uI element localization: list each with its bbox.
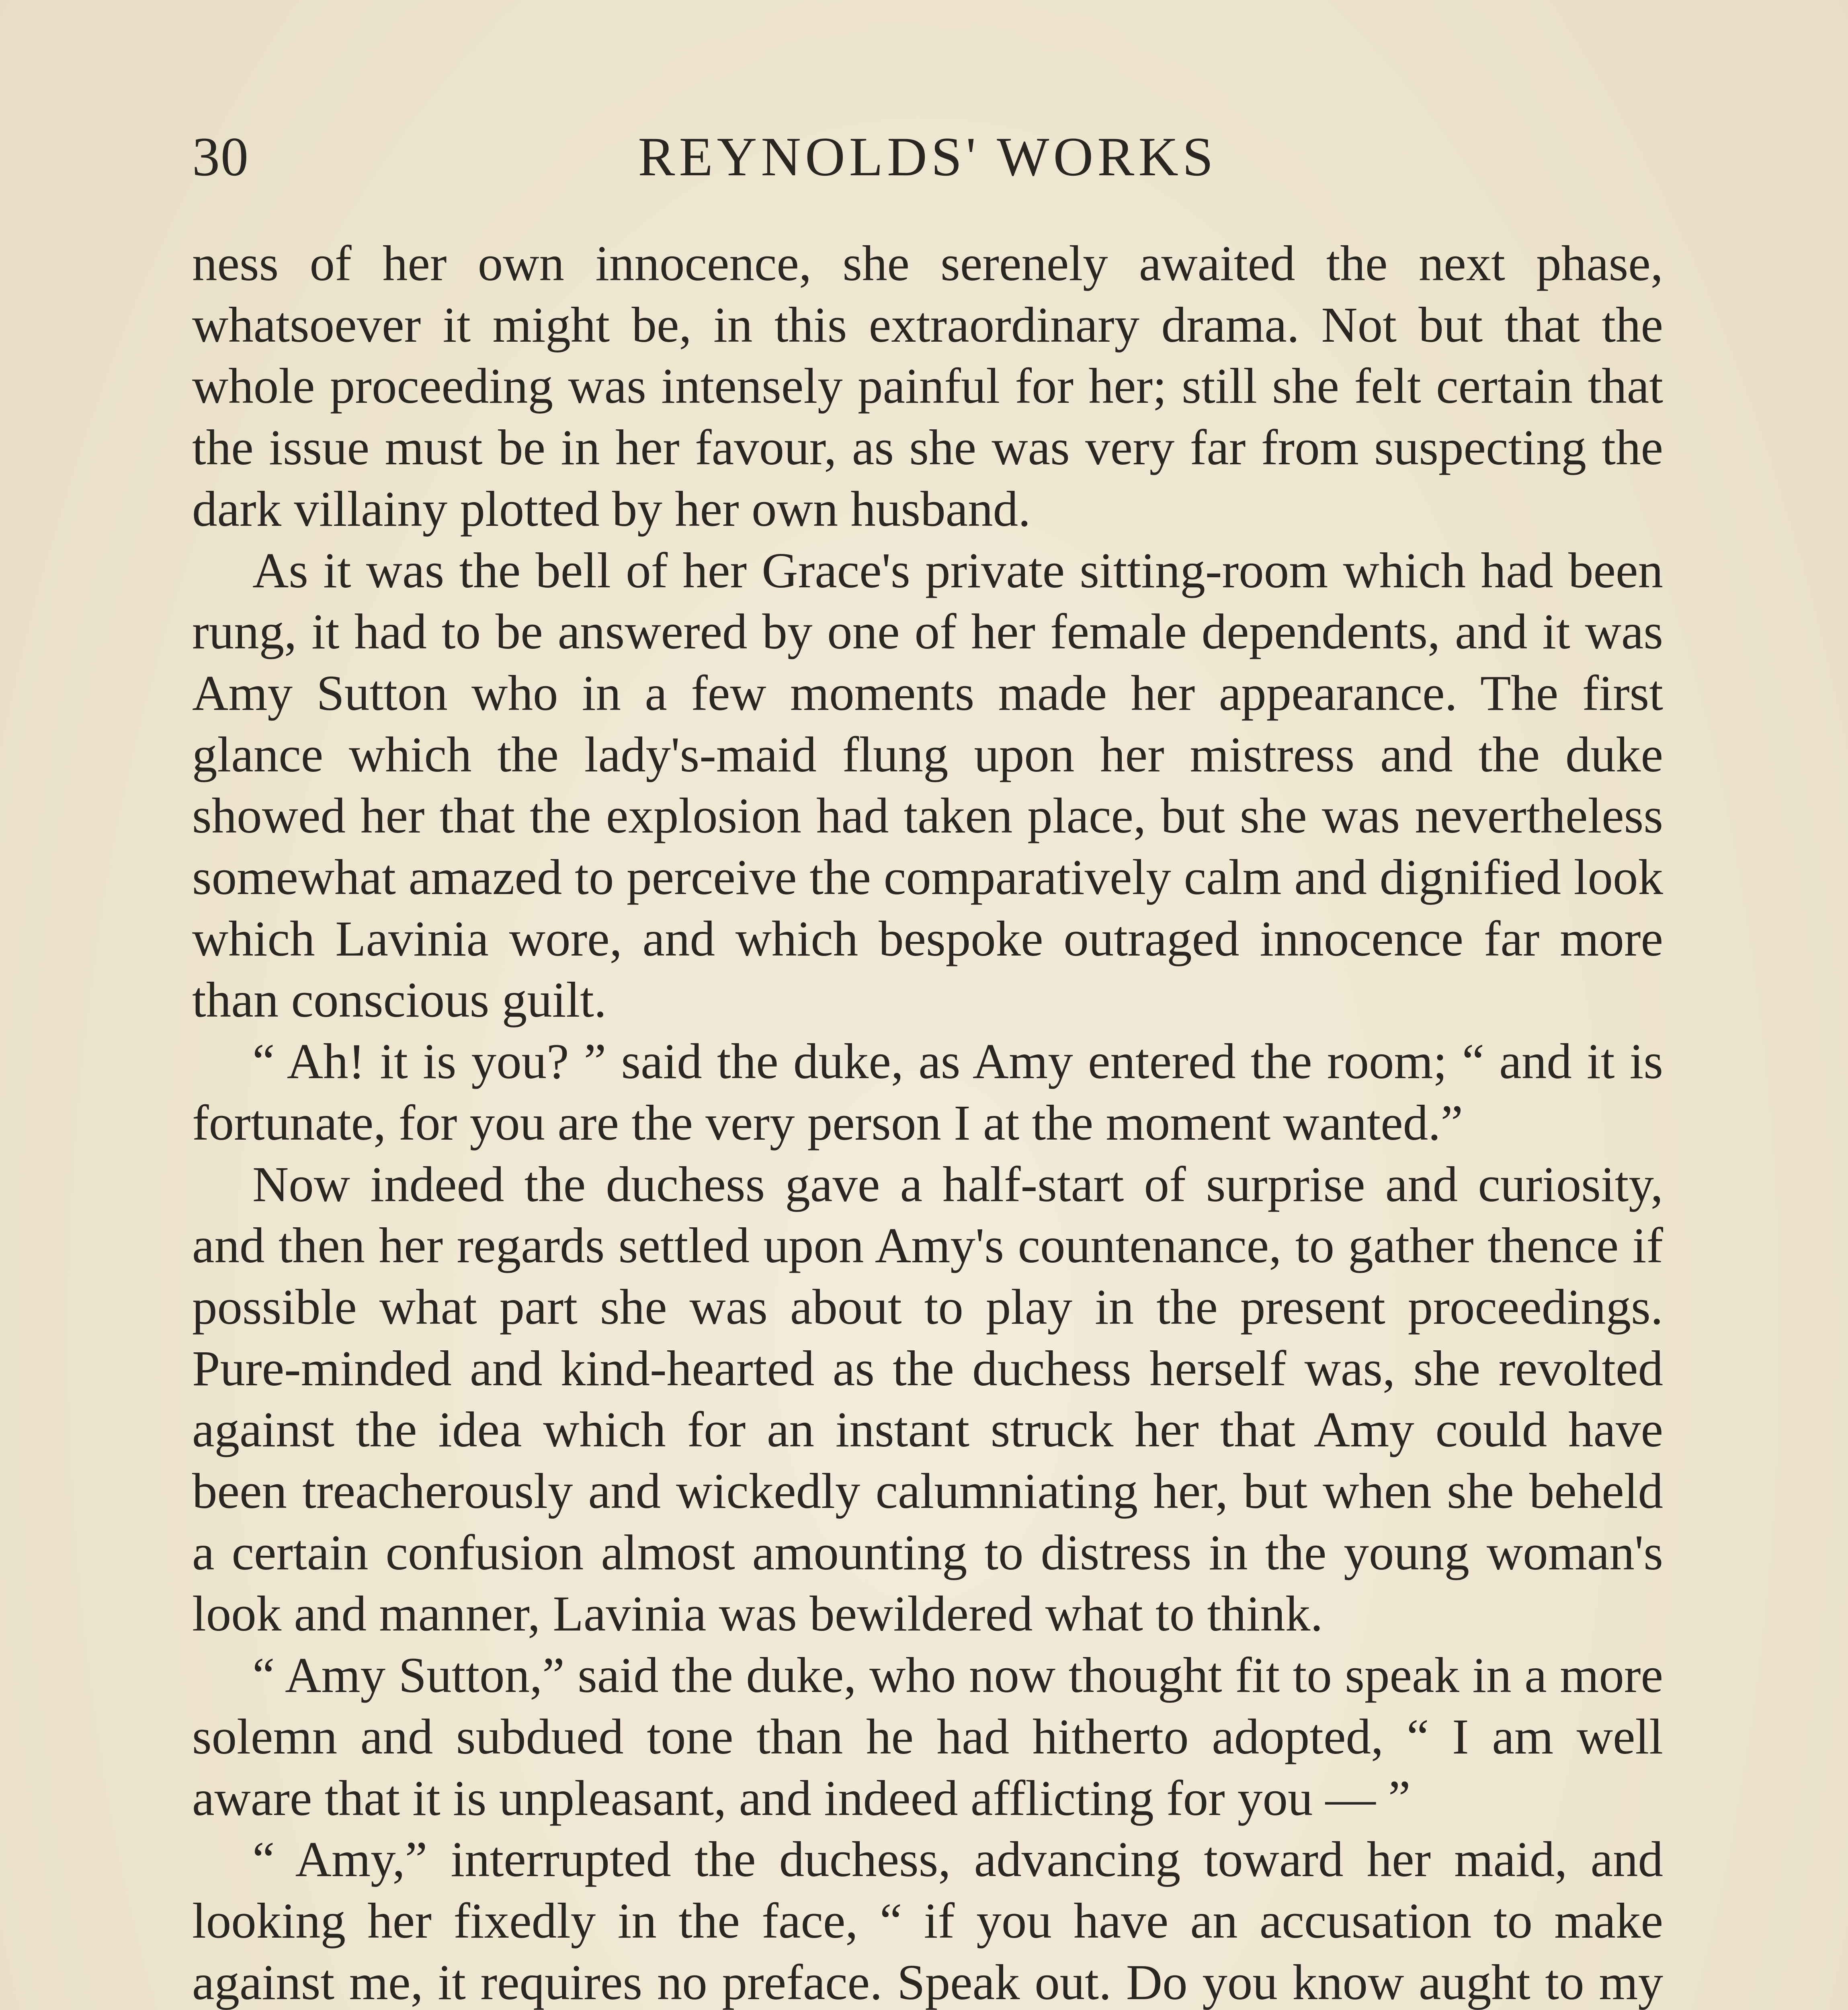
paragraph: ness of her own innocence, she serenely awaited the next phase, whatsoever it might be, in this extraordinary drama. Not but that the whole proceeding was intensely painful for her; still she felt certain that the issue must be in her favour, as she was very far from suspecting the dark villainy plotted by her own husband.	[192, 236, 1663, 537]
paragraph: As it was the bell of her Grace's private sitting-room which had been rung, it had to be answered by one of her female dependents, and it was Amy Sutton who in a few moments made her appearance. The first glance which the lady's-maid flung upon her mistress and the duke showed her that the explosion had taken place, but she was nevertheless somewhat amazed to perceive the comparatively calm and dignified look which Lavinia wore, and which bespoke outraged innocence far more than conscious guilt.	[192, 543, 1663, 1028]
paragraph: “ Amy Sutton,” said the duke, who now thought fit to speak in a more solemn and subdued tone than he had hitherto adopted, “ I am well aware that it is unpleasant, and indeed afflicting for you — ”	[192, 1648, 1663, 1826]
running-title: REYNOLDS' WORKS	[638, 126, 1217, 187]
page-number: 30	[192, 126, 249, 187]
body-text	[192, 233, 1663, 2010]
paragraph: “ Ah! it is you? ” said the duke, as Amy entered the room; “ and it is fortunate, for you are the very person I at the moment wanted.”	[192, 1034, 1663, 1151]
paragraph: “ Amy,” interrupted the duchess, advancing toward her maid, and looking her fixedly in the face, “ if you have an accusation to make against me, it requires no preface. Speak out. Do you know aught to my	[192, 1832, 1663, 2010]
page-header	[192, 117, 1663, 197]
paragraph: Now indeed the duchess gave a half-start of surprise and curiosity, and then her regards settled upon Amy's countenance, to gather thence if possible what part she was about to play in the present proceedings. Pure-minded and kind-hearted as the duchess herself was, she revolted against the idea which for an instant struck her that Amy could have been treacherously and wickedly calumniating her, but when she beheld a certain confusion almost amounting to distress in the young woman's look and manner, Lavinia was bewildered what to think.	[192, 1157, 1663, 1642]
